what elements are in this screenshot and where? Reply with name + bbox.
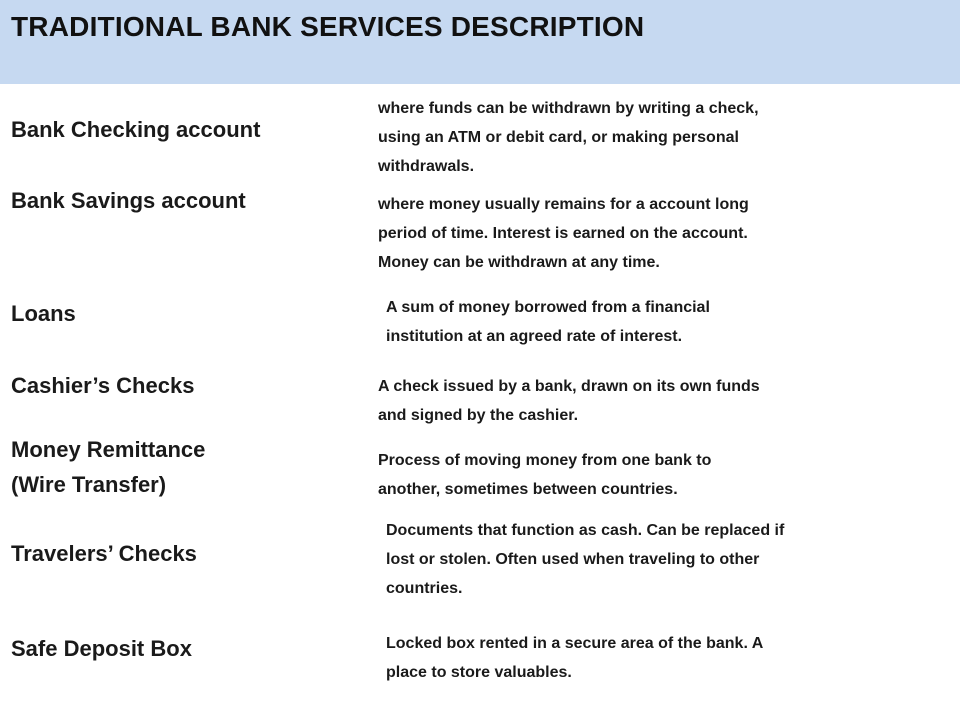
service-description-checking: where funds can be withdrawn by writing a check, using an ATM or debit card, or making personal withdrawals. xyxy=(378,100,759,175)
service-term-cashiers-checks: Cashier’s Checks xyxy=(11,373,195,398)
service-term-checking: Bank Checking account xyxy=(11,117,261,142)
service-description-cashiers-checks: A check issued by a bank, drawn on its own funds and signed by the cashier. xyxy=(378,378,760,424)
service-description-money-remittance: Process of moving money from one bank to another, sometimes between countries. xyxy=(378,452,712,498)
service-description-travelers-checks: Documents that function as cash. Can be replaced if lost or stolen. Often used when traveling to other countries. xyxy=(386,522,785,597)
service-term-safe-deposit-box: Safe Deposit Box xyxy=(11,636,192,661)
title-bar xyxy=(0,0,960,84)
service-description-loans: A sum of money borrowed from a financial institution at an agreed rate of interest. xyxy=(386,299,710,345)
service-term-money-remittance: Money Remittance (Wire Transfer) xyxy=(11,437,206,497)
service-term-savings: Bank Savings account xyxy=(11,188,246,213)
service-term-travelers-checks: Travelers’ Checks xyxy=(11,541,197,566)
service-description-safe-deposit-box: Locked box rented in a secure area of the bank. A place to store valuables. xyxy=(386,635,764,681)
service-term-loans: Loans xyxy=(11,301,76,326)
service-description-savings: where money usually remains for a account long period of time. Interest is earned on the account. Money can be withdrawn at any time. xyxy=(378,196,749,271)
page-title: TRADITIONAL BANK SERVICES DESCRIPTION xyxy=(11,11,645,42)
